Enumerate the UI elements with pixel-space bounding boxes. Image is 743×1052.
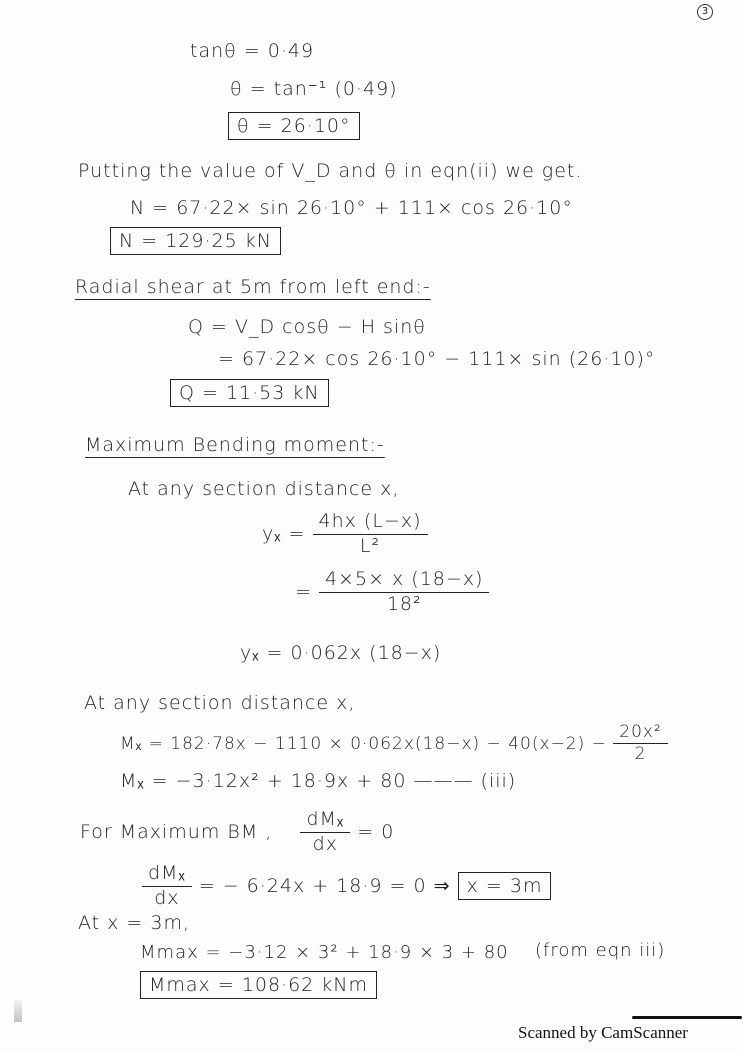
y-formula	[262, 510, 428, 559]
y-formula-fraction	[313, 510, 428, 559]
max-bm-heading: Maximum Bending moment:-	[85, 434, 385, 456]
derivative-fraction-1	[300, 808, 350, 857]
y-formula-denominator: L²	[359, 534, 381, 557]
at-x-3m-line: At x = 3m,	[78, 912, 191, 934]
moment-equation	[120, 722, 668, 766]
derivative-numerator-2: dMₓ	[142, 862, 192, 887]
mmax-result-box: Mmax = 108·62 kNm	[140, 971, 377, 999]
normal-force-box: N = 129·25 kN	[110, 227, 281, 255]
mmax-result	[140, 974, 377, 996]
y-formula-numerator: 4hx (L−x)	[313, 510, 428, 535]
shear-result	[170, 382, 329, 404]
putting-values-line: Putting the value of V_D and θ in eqn(ii) we get.	[78, 160, 583, 182]
max-bm-condition-rhs: = 0	[357, 820, 395, 843]
max-bm-condition	[80, 808, 394, 857]
theta-result-box: θ = 26·10°	[228, 112, 360, 140]
shear-formula: Q = V_D cosθ − H sinθ	[188, 316, 426, 338]
page-number: 3	[697, 4, 713, 20]
moment-equation-main: Mₓ = 182·78x − 1110 × 0·062x(18−x) − 40(x−2) −	[120, 733, 607, 754]
radial-shear-heading: Radial shear at 5m from left end:-	[75, 276, 431, 298]
moment-equation-numerator: 20x²	[613, 722, 668, 744]
y-substitution-fraction	[319, 568, 490, 617]
derivative-rhs: = − 6·24x + 18·9 = 0 ⇒	[198, 874, 451, 897]
tan-theta-line: tanθ = 0·49	[190, 40, 315, 62]
moment-equation-denominator: 2	[634, 744, 647, 765]
footer-divider	[632, 1016, 742, 1019]
y-result: yₓ = 0·062x (18−x)	[240, 642, 442, 664]
y-substitution-lhs: =	[295, 580, 312, 603]
x-result-box: x = 3m	[458, 872, 552, 900]
derivative-denominator-2: dx	[154, 886, 180, 909]
y-substitution-denominator: 18²	[386, 592, 422, 615]
moment-simplified: Mₓ = −3·12x² + 18·9x + 80 ——— (iii)	[120, 770, 517, 792]
y-substitution-numerator: 4×5× x (18−x)	[319, 568, 490, 593]
derivative-fraction-2	[142, 862, 192, 911]
from-eqn-note: (from eqn iii)	[535, 940, 666, 961]
theta-result	[228, 115, 360, 137]
derivative-denominator-1: dx	[312, 832, 338, 855]
derivative-numerator-1: dMₓ	[300, 808, 350, 833]
y-substitution	[295, 568, 489, 617]
section-distance-line-1: At any section distance x,	[128, 478, 400, 500]
moment-equation-fraction	[613, 722, 668, 766]
theta-inverse-line: θ = tan⁻¹ (0·49)	[230, 78, 398, 100]
mmax-substitution: Mmax = −3·12 × 3² + 18·9 × 3 + 80	[140, 942, 509, 963]
scanner-watermark: Scanned by CamScanner	[518, 1023, 688, 1042]
shear-result-box: Q = 11·53 kN	[170, 379, 329, 407]
section-distance-line-2: At any section distance x,	[84, 692, 356, 714]
scan-smudge	[14, 1000, 22, 1022]
shear-substitution: = 67·22× cos 26·10° − 111× sin (26·10)°	[218, 348, 656, 370]
normal-force-result	[110, 230, 281, 252]
max-bm-condition-text: For Maximum BM ,	[80, 820, 273, 843]
y-formula-lhs: yₓ =	[262, 522, 306, 545]
normal-force-equation: N = 67·22× sin 26·10° + 111× cos 26·10°	[130, 197, 573, 219]
derivative-equation	[142, 862, 551, 911]
